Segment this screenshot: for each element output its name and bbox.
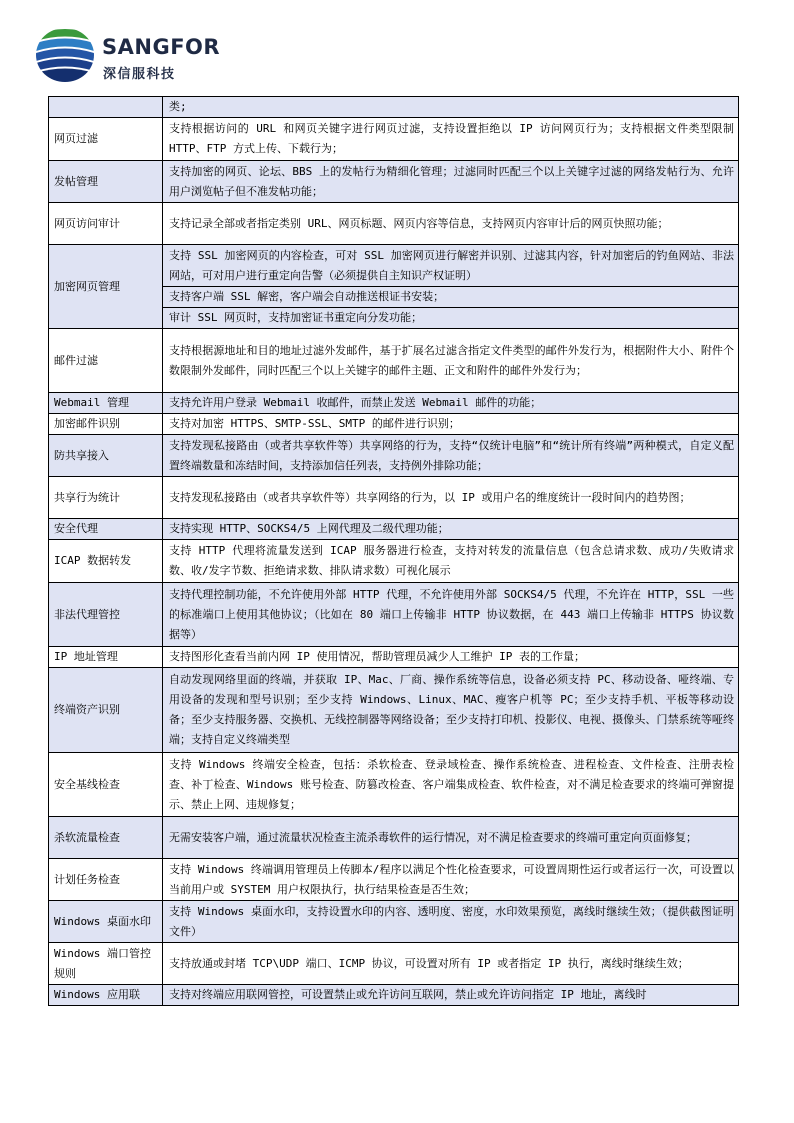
feature-desc: 支持发现私接路由（或者共享软件等）共享网络的行为，以 IP 或用户名的维度统计一段时间内的趋势图； — [163, 477, 739, 519]
spec-table — [48, 96, 739, 1006]
table-row — [49, 435, 739, 477]
sangfor-globe-icon — [34, 26, 96, 84]
feature-desc: 支持实现 HTTP、SOCKS4/5 上网代理及二级代理功能； — [163, 519, 739, 540]
table-row — [49, 477, 739, 519]
table-row — [49, 859, 739, 901]
table-row — [49, 97, 739, 118]
table-row — [49, 540, 739, 583]
feature-desc: 支持图形化查看当前内网 IP 使用情况，帮助管理员减少人工维护 IP 表的工作量； — [163, 647, 739, 668]
feature-name: 加密网页管理 — [49, 245, 163, 329]
table-row — [49, 161, 739, 203]
feature-desc: 支持放通或封堵 TCP\UDP 端口、ICMP 协议，可设置对所有 IP 或者指定 IP 执行，离线时继续生效； — [163, 943, 739, 985]
feature-desc: 支持 Windows 桌面水印，支持设置水印的内容、透明度、密度，水印效果预览，离线时继续生效；（提供截图证明文件） — [163, 901, 739, 943]
table-row — [49, 668, 739, 753]
feature-name: 安全基线检查 — [49, 753, 163, 817]
feature-name: Webmail 管理 — [49, 393, 163, 414]
sangfor-logo — [34, 26, 234, 84]
table-row — [49, 753, 739, 817]
feature-name: Windows 端口管控规则 — [49, 943, 163, 985]
brand-name: SANGFOR — [102, 35, 221, 59]
table-row — [49, 329, 739, 393]
table-row — [49, 414, 739, 435]
feature-desc: 支持根据源地址和目的地址过滤外发邮件，基于扩展名过滤含指定文件类型的邮件外发行为，根据附件大小、附件个数限制外发邮件，同时匹配三个以上关键字的邮件主题、正文和附件的邮件外发行为； — [163, 329, 739, 393]
feature-name: 计划任务检查 — [49, 859, 163, 901]
feature-desc: 支持客户端 SSL 解密，客户端会自动推送根证书安装； — [163, 287, 739, 308]
feature-name: 加密邮件识别 — [49, 414, 163, 435]
feature-name: 终端资产识别 — [49, 668, 163, 753]
feature-desc: 支持对终端应用联网管控，可设置禁止或允许访问互联网，禁止或允许访问指定 IP 地址，离线时 — [163, 985, 739, 1006]
brand-name-cn: 深信服科技 — [103, 67, 176, 82]
feature-name: Windows 桌面水印 — [49, 901, 163, 943]
feature-name: 发帖管理 — [49, 161, 163, 203]
feature-name: 共享行为统计 — [49, 477, 163, 519]
feature-desc: 支持 HTTP 代理将流量发送到 ICAP 服务器进行检查，支持对转发的流量信息（包含总请求数、成功/失败请求数、收/发字节数、拒绝请求数、排队请求数）可视化展示 — [163, 540, 739, 583]
feature-desc: 支持根据访问的 URL 和网页关键字进行网页过滤，支持设置拒绝以 IP 访问网页行为；支持根据文件类型限制 HTTP、FTP 方式上传、下载行为； — [163, 118, 739, 161]
feature-name: IP 地址管理 — [49, 647, 163, 668]
table-row — [49, 519, 739, 540]
table-row — [49, 583, 739, 647]
feature-name: 杀软流量检查 — [49, 817, 163, 859]
feature-desc: 支持记录全部或者指定类别 URL、网页标题、网页内容等信息，支持网页内容审计后的网页快照功能； — [163, 203, 739, 245]
feature-name: 网页访问审计 — [49, 203, 163, 245]
table-row — [49, 817, 739, 859]
feature-desc: 支持 SSL 加密网页的内容检查，可对 SSL 加密网页进行解密并识别、过滤其内容，针对加密后的钓鱼网站、非法网站，可对用户进行重定向告警（必须提供自主知识产权证明） — [163, 245, 739, 287]
feature-name: 非法代理管控 — [49, 583, 163, 647]
feature-desc: 支持对加密 HTTPS、SMTP-SSL、SMTP 的邮件进行识别； — [163, 414, 739, 435]
feature-name: 安全代理 — [49, 519, 163, 540]
feature-desc: 支持允许用户登录 Webmail 收邮件，而禁止发送 Webmail 邮件的功能； — [163, 393, 739, 414]
feature-name: ICAP 数据转发 — [49, 540, 163, 583]
feature-desc: 审计 SSL 网页时，支持加密证书重定向分发功能； — [163, 308, 739, 329]
table-row — [49, 203, 739, 245]
feature-name: 网页过滤 — [49, 118, 163, 161]
feature-name: Windows 应用联 — [49, 985, 163, 1006]
feature-desc: 类; — [163, 97, 739, 118]
table-row — [49, 393, 739, 414]
feature-desc: 无需安装客户端，通过流量状况检查主流杀毒软件的运行情况，对不满足检查要求的终端可重定向页面修复； — [163, 817, 739, 859]
feature-name — [49, 97, 163, 118]
feature-desc: 支持 Windows 终端调用管理员上传脚本/程序以满足个性化检查要求，可设置周期性运行或者运行一次，可设置以当前用户或 SYSTEM 用户权限执行，执行结果检查是否生效； — [163, 859, 739, 901]
table-row — [49, 943, 739, 985]
table-row — [49, 901, 739, 943]
feature-desc: 支持 Windows 终端安全检查，包括：杀软检查、登录域检查、操作系统检查、进程检查、文件检查、注册表检查、补丁检查、Windows 账号检查、防篡改检查、客户端集成检查、软件检查，对不满足检查要求的终端可弹窗提示、禁止上网、违规修复； — [163, 753, 739, 817]
table-row — [49, 985, 739, 1006]
feature-name: 防共享接入 — [49, 435, 163, 477]
feature-desc: 自动发现网络里面的终端，并获取 IP、Mac、厂商、操作系统等信息，设备必须支持 PC、移动设备、哑终端、专用设备的发现和型号识别；至少支持 Windows、Linux、MAC、瘦客户机等 PC；至少支持手机、平板等移动设备；至少支持服务器、交换机、无线控制器等网络设备；至少支持打印机、投影仪、电视、摄像头、门禁系统等哑终端；支持自定义终端类型 — [163, 668, 739, 753]
table-row — [49, 118, 739, 161]
feature-name: 邮件过滤 — [49, 329, 163, 393]
feature-desc: 支持加密的网页、论坛、BBS 上的发帖行为精细化管理；过滤同时匹配三个以上关键字过滤的网络发帖行为、允许用户浏览帖子但不准发帖功能； — [163, 161, 739, 203]
table-row — [49, 647, 739, 668]
table-row — [49, 245, 739, 287]
feature-desc: 支持代理控制功能，不允许使用外部 HTTP 代理，不允许使用外部 SOCKS4/5 代理，不允许在 HTTP，SSL 一些的标准端口上使用其他协议；（比如在 80 端口上传输非 HTTP 协议数据，在 443 端口上传输非 HTTPS 协议数据等） — [163, 583, 739, 647]
feature-desc: 支持发现私接路由（或者共享软件等）共享网络的行为，支持“仅统计电脑”和“统计所有终端”两种模式，自定义配置终端数量和冻结时间，支持添加信任列表，支持例外排除功能； — [163, 435, 739, 477]
